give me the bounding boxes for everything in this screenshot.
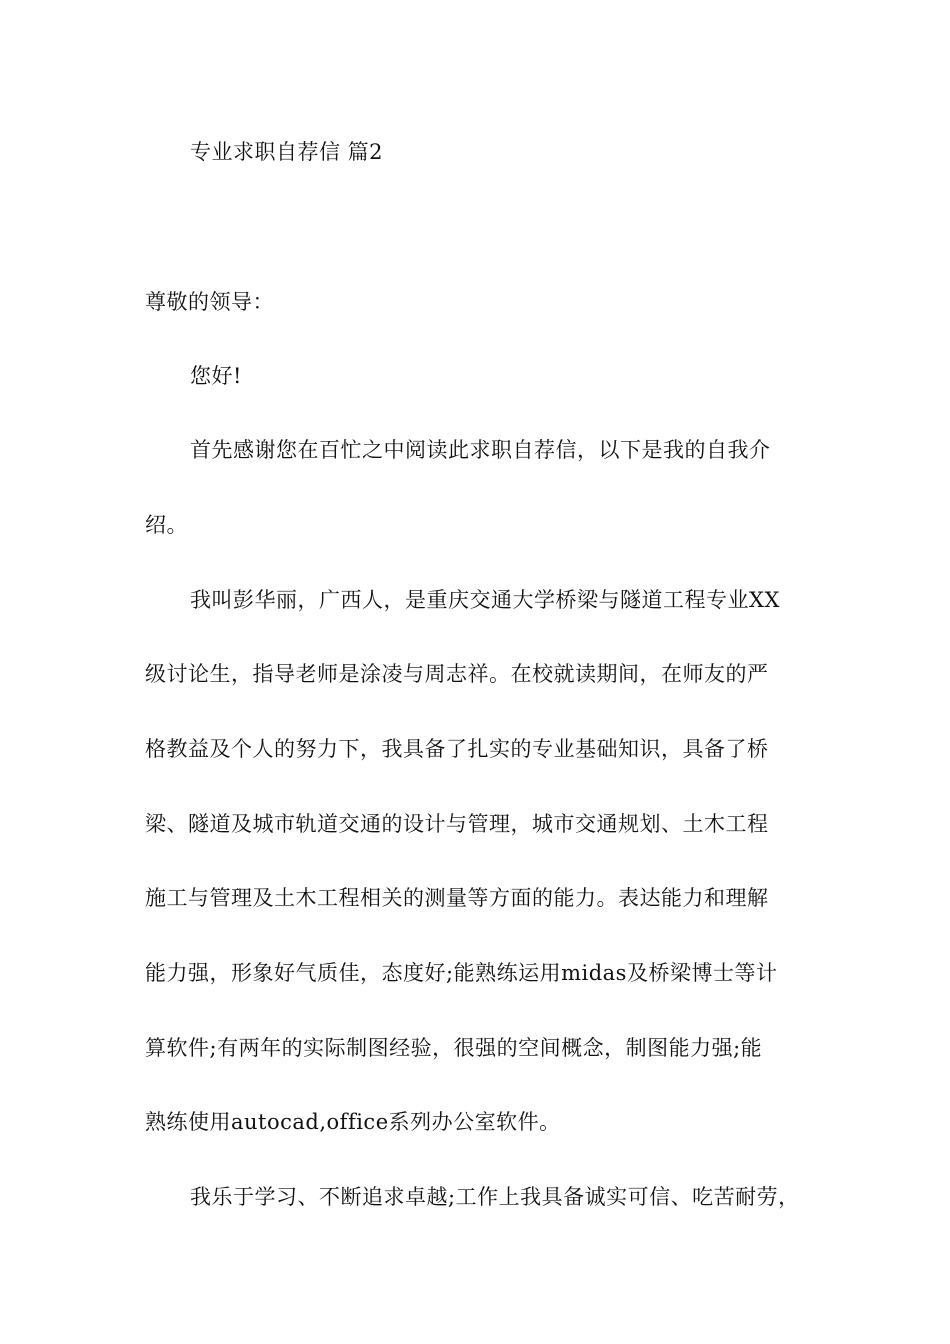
paragraph-line: 熟练使用autocad,office系列办公室软件。 — [145, 1110, 561, 1134]
salutation: 尊敬的领导： — [145, 290, 274, 314]
paragraph-line: 我乐于学习、不断追求卓越;工作上我具备诚实可信、吃苦耐劳， — [190, 1185, 800, 1209]
paragraph-line: 我叫彭华丽，广西人，是重庆交通大学桥梁与隧道工程专业XX — [190, 588, 780, 612]
paragraph-line: 能力强，形象好气质佳，态度好;能熟练运用midas及桥梁博士等计 — [145, 961, 778, 985]
paragraph-line: 施工与管理及土木工程相关的测量等方面的能力。表达能力和理解 — [145, 886, 769, 910]
document-heading: 专业求职自荐信 篇2 — [190, 140, 384, 164]
paragraph-line: 首先感谢您在百忙之中阅读此求职自荐信，以下是我的自我介 — [190, 438, 771, 462]
greeting: 您好! — [190, 364, 242, 388]
paragraph-line: 格教益及个人的努力下，我具备了扎实的专业基础知识，具备了桥 — [145, 737, 769, 761]
paragraph-line: 梁、隧道及城市轨道交通的设计与管理，城市交通规划、土木工程 — [145, 812, 769, 836]
paragraph-line: 绍。 — [145, 513, 188, 537]
paragraph-line: 级讨论生，指导老师是涂凌与周志祥。在校就读期间，在师友的严 — [145, 662, 769, 686]
paragraph-line: 算软件;有两年的实际制图经验，很强的空间概念，制图能力强;能 — [145, 1036, 763, 1060]
